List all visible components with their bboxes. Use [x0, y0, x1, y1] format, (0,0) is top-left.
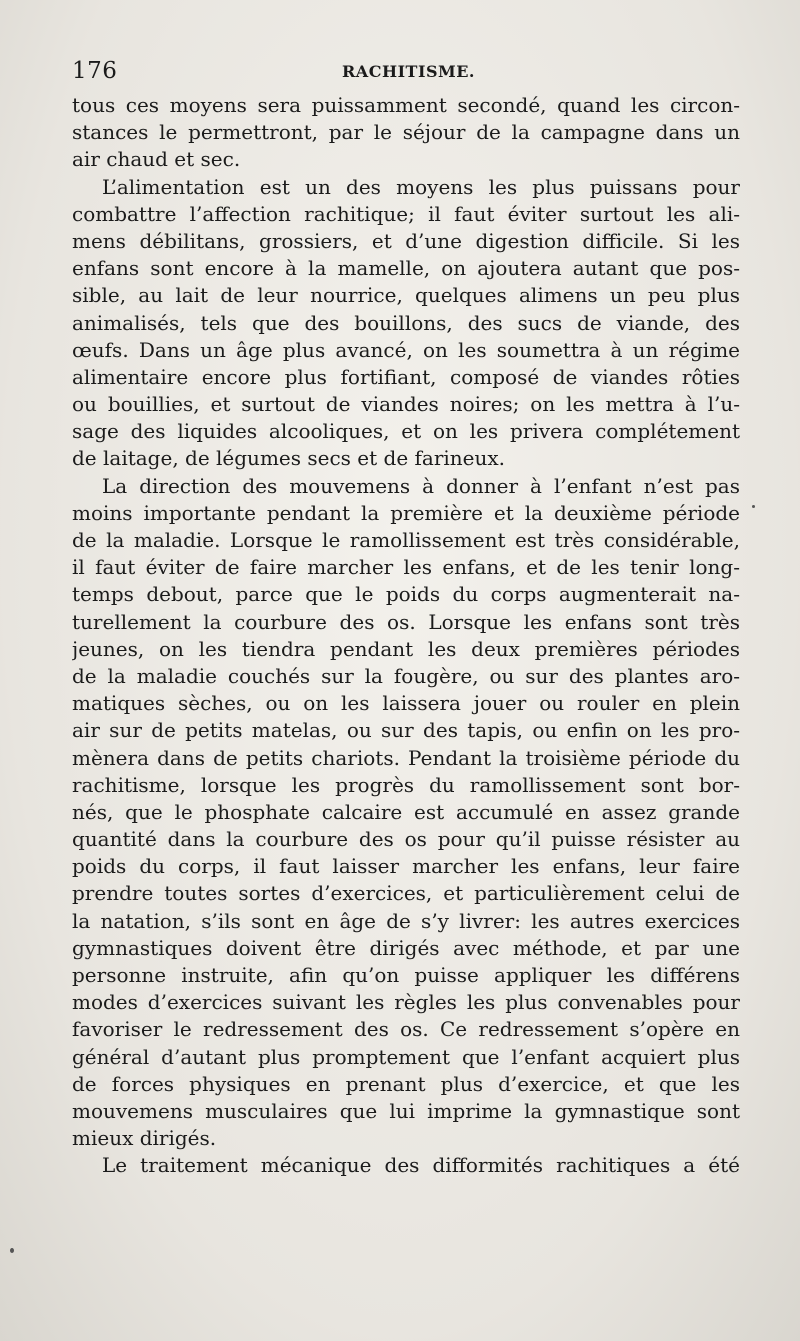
- text-line: nés, que le phosphate calcaire est accumulé en assez grande: [72, 799, 740, 824]
- scan-speck: [752, 505, 755, 508]
- text-line: de la maladie couchés sur la fougère, ou sur des plantes aro-: [72, 663, 740, 688]
- text-line: sage des liquides alcooliques, et on les privera complétement: [72, 419, 740, 444]
- running-title: RACHITISME.: [342, 62, 475, 81]
- text-line: La direction des mouvemens à donner à l’enfant n’est pas: [102, 473, 740, 498]
- text-line: enfans sont encore à la mamelle, on ajoutera autant que pos-: [72, 256, 740, 281]
- page-header: [72, 58, 742, 88]
- text-line: combattre l’affection rachitique; il faut éviter surtout les ali-: [72, 201, 740, 226]
- text-line: poids du corps, il faut laisser marcher les enfans, leur faire: [72, 854, 740, 879]
- text-line: la natation, s’ils sont en âge de s’y livrer: les autres exercices: [72, 908, 740, 933]
- text-line: favoriser le redressement des os. Ce redressement s’opère en: [72, 1017, 740, 1042]
- text-line: de la maladie. Lorsque le ramollissement est très considérable,: [72, 528, 740, 552]
- text-line: rachitisme, lorsque les progrès du ramollissement sont bor-: [72, 772, 740, 797]
- text-line: turellement la courbure des os. Lorsque les enfans sont très: [72, 609, 740, 634]
- text-line: de forces physiques en prenant plus d’exercice, et que les: [72, 1071, 740, 1096]
- text-line: alimentaire encore plus fortifiant, composé de viandes rôties: [72, 364, 740, 389]
- text-line: prendre toutes sortes d’exercices, et particulièrement celui de: [72, 881, 740, 906]
- text-line: air sur de petits matelas, ou sur des tapis, ou enfin on les pro-: [72, 718, 740, 743]
- text-line: stances le permettront, par le séjour de la campagne dans un: [72, 120, 740, 145]
- text-line: jeunes, on les tiendra pendant les deux premières périodes: [72, 636, 740, 661]
- text-line: général d’autant plus promptement que l’enfant acquiert plus: [72, 1044, 740, 1069]
- text-line: de laitage, de légumes secs et de farineux.: [72, 446, 506, 471]
- text-line: œufs. Dans un âge plus avancé, on les soumettra à un régime: [72, 337, 740, 362]
- scan-speck: [10, 1248, 14, 1253]
- text-line: mens débilitans, grossiers, et d’une digestion difficile. Si les: [72, 228, 740, 253]
- text-line: ou bouillies, et surtout de viandes noires; on les mettra à l’u-: [72, 392, 740, 417]
- text-line: temps debout, parce que le poids du corps augmenterait na-: [72, 582, 740, 607]
- body-text: [72, 92, 740, 1180]
- text-line: gymnastiques doivent être dirigés avec méthode, et par une: [72, 935, 740, 960]
- text-line: quantité dans la courbure des os pour qu’il puisse résister au: [72, 827, 740, 852]
- text-line: il faut éviter de faire marcher les enfans, et de les tenir long-: [72, 555, 740, 580]
- text-line: moins importante pendant la première et la deuxième période: [72, 500, 740, 525]
- text-line: sible, au lait de leur nourrice, quelques alimens un peu plus: [72, 283, 740, 308]
- text-line: tous ces moyens sera puissamment secondé, quand les circon-: [72, 93, 740, 117]
- text-line: animalisés, tels que des bouillons, des sucs de viande, des: [72, 310, 740, 335]
- text-line: matiques sèches, ou on les laissera jouer ou rouler en plein: [72, 691, 740, 716]
- page-number: 176: [72, 58, 118, 84]
- text-line: modes d’exercices suivant les règles les plus convenables pour: [72, 990, 740, 1015]
- text-line: mouvemens musculaires que lui imprime la gymnastique sont: [72, 1098, 740, 1123]
- text-line: mieux dirigés.: [72, 1126, 217, 1151]
- text-line: air chaud et sec.: [72, 147, 241, 172]
- text-line: personne instruite, afin qu’on puisse appliquer les différens: [72, 963, 740, 987]
- text-line: L’alimentation est un des moyens les plus puissans pour: [102, 174, 740, 199]
- text-line: Le traitement mécanique des difformités rachitiques a été: [102, 1153, 740, 1178]
- text-line: mènera dans de petits chariots. Pendant la troisième période du: [72, 745, 740, 770]
